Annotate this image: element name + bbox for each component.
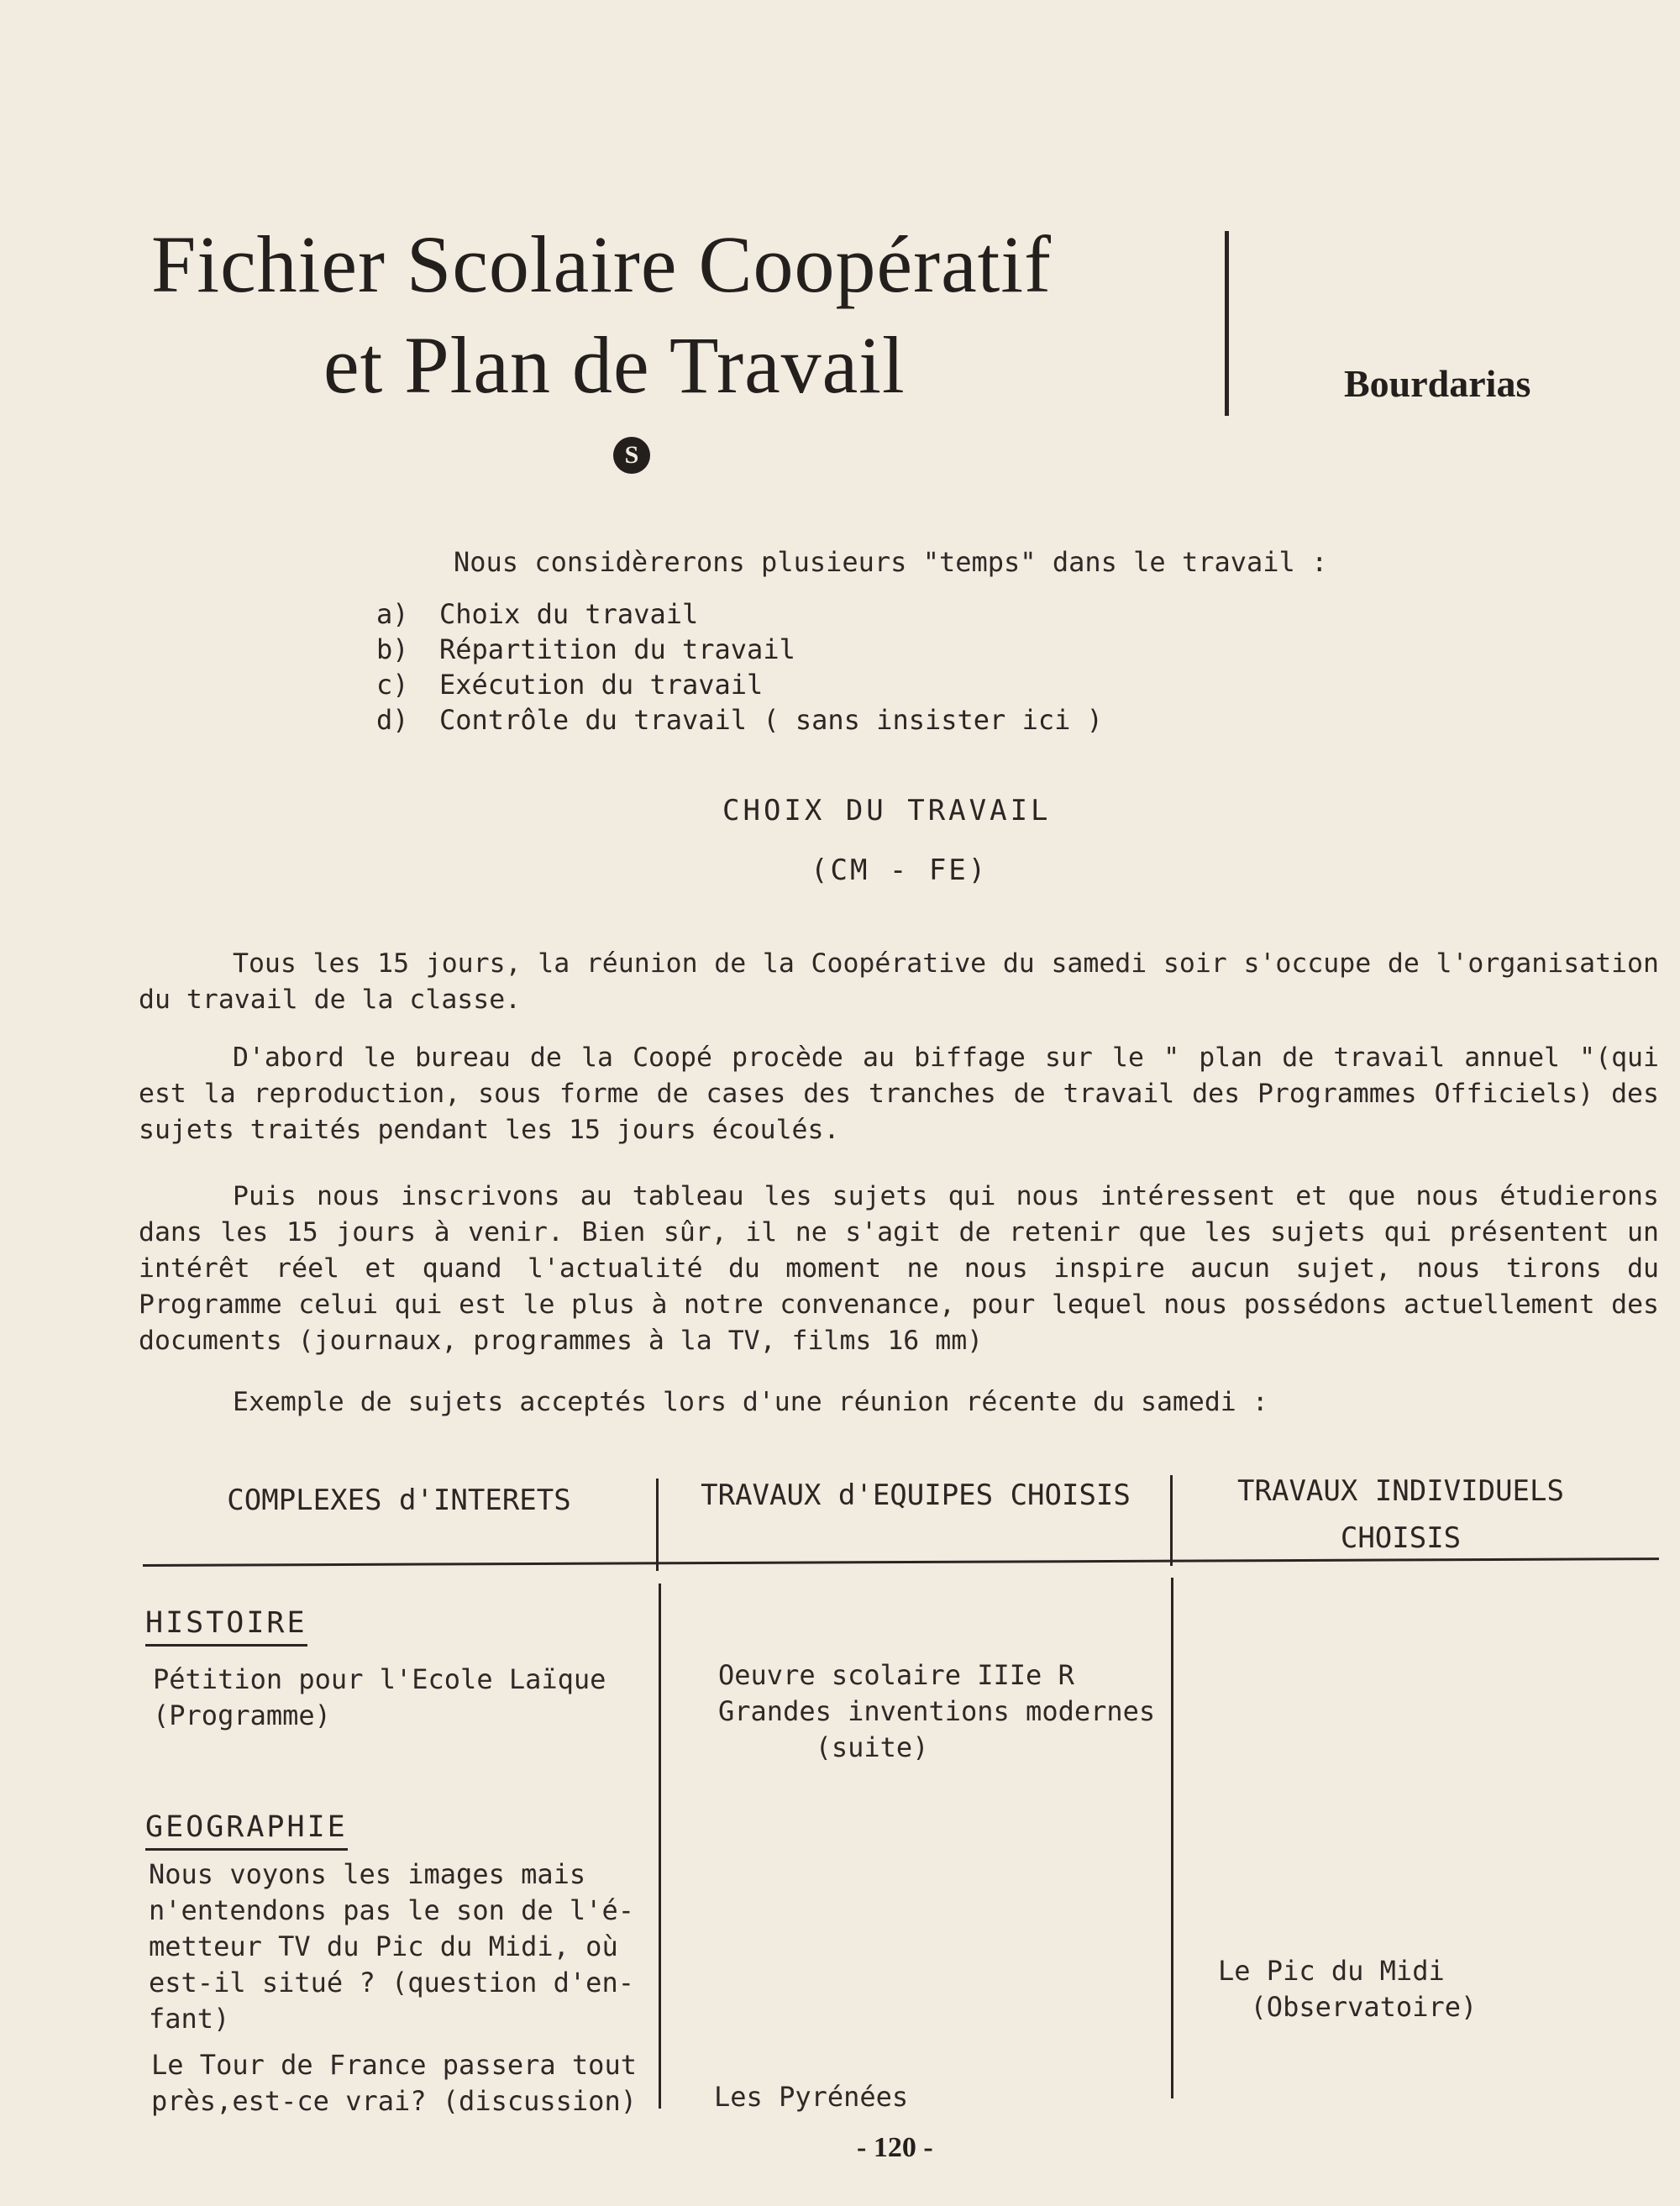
table-cell: Pétition pour l'Ecole Laïque (Programme) — [153, 1663, 606, 1731]
section-heading: CHOIX DU TRAVAIL — [722, 794, 1052, 827]
author-name: Bourdarias — [1344, 362, 1531, 405]
table-cell: Le Pic du Midi (Observatoire) — [1218, 1955, 1478, 2023]
table-cell: Nous voyons les images mais n'entendons pas le son de l'é- metteur TV du Pic du Midi, où est-il situé ? (question d'en- fant) — [149, 1858, 634, 2035]
title-line-1: Fichier Scolaire Coopératif — [151, 219, 1052, 309]
page-title — [151, 214, 1117, 416]
list-item: d) Contrôle du travail ( sans insister ici ) — [376, 704, 1103, 736]
list-item: b) Répartition du travail — [376, 633, 795, 665]
intro-list — [376, 596, 1103, 738]
table-column-divider — [1171, 1578, 1173, 2098]
paragraph: Tous les 15 jours, la réunion de la Coopérative du samedi soir s'occupe de l'organisation du travail de la classe. — [139, 948, 1659, 1015]
table-header-rule — [143, 1557, 1659, 1567]
table-header-team-work: TRAVAUX d'EQUIPES CHOISIS — [701, 1479, 1131, 1512]
paragraph: D'abord le bureau de la Coopé procède au biffage sur le " plan de travail annuel "(qui est la reproduction, sous forme de cases des tranches de travail des Programmes Officiels) des sujets traités pendant les 15 jours écoulés. — [139, 1043, 1659, 1145]
table-column-divider — [659, 1584, 661, 2109]
intro-sentence: Nous considèrerons plusieurs "temps" dans le travail : — [454, 546, 1328, 578]
title-line-2: et Plan de Travail — [323, 320, 906, 410]
table-column-divider — [1170, 1475, 1173, 1566]
table-cell: Le Tour de France passera tout près,est-ce vrai? (discussion) — [151, 2049, 637, 2117]
table-column-divider — [656, 1479, 659, 1571]
subject-heading-geographie: GEOGRAPHIE — [145, 1809, 348, 1851]
subject-heading-histoire: HISTOIRE — [145, 1605, 307, 1647]
page-number: - 120 - — [857, 2132, 933, 2163]
paragraph: Puis nous inscrivons au tableau les sujets qui nous intéressent et que nous étudierons dans les 15 jours à venir. Bien sûr, il ne s'agit de retenir que les sujets qui présentent un intérêt réel et quand l'actualité du moment ne nous inspire aucun sujet, nous tirons du Programme celui qui est le plus à notre convenance, pour lequel nous possédons actuellement des documents (journaux, programmes à la TV, films 16 mm) — [139, 1181, 1659, 1356]
list-item: a) Choix du travail — [376, 598, 699, 630]
section-subheading: (CM - FE) — [811, 854, 989, 887]
table-cell: Oeuvre scolaire IIIe R Grandes inventions modernes (suite) — [718, 1659, 1156, 1763]
table-header-interests: COMPLEXES d'INTERETS — [227, 1484, 571, 1517]
title-divider — [1225, 231, 1229, 416]
paragraph: Exemple de sujets acceptés lors d'une réunion récente du samedi : — [233, 1387, 1268, 1417]
ornament-icon: S — [613, 437, 650, 474]
table-cell: Les Pyrénées — [714, 2081, 909, 2113]
table-header-individual-work: TRAVAUX INDIVIDUELS CHOISIS — [1237, 1474, 1564, 1555]
list-item: c) Exécution du travail — [376, 669, 764, 701]
